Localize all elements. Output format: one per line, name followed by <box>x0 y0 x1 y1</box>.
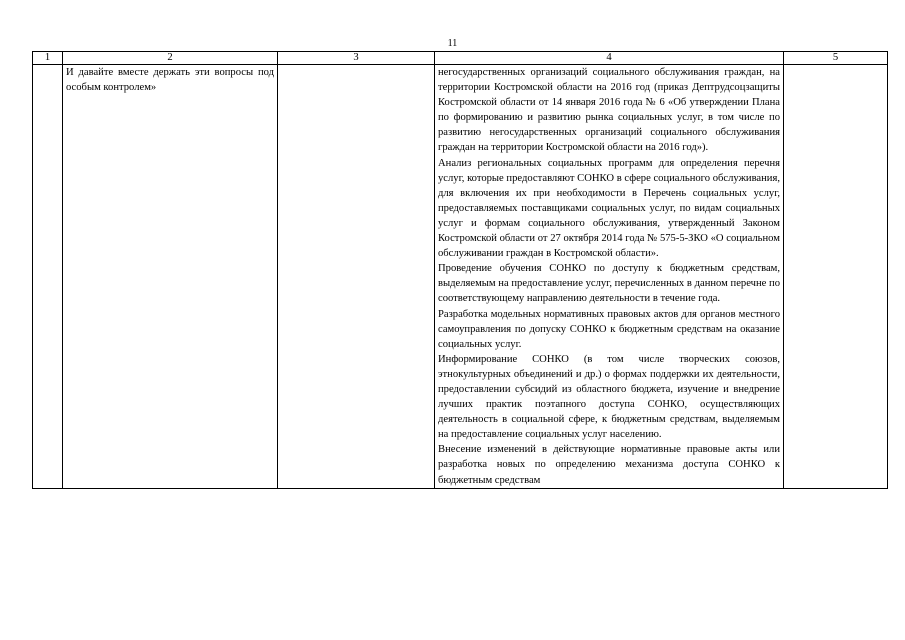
paragraph: Анализ региональных социальных программ для определения перечня услуг, которые предоставляют СОНКО в сфере социального обслуживания, для включения их при необходимости в Перечень социальных услуг, предоставляемых поставщиками социальных услуг, по видам социальных услуг и формам социального обслуживания, утвержденный Законом Костромской области от 27 октября 2014 года № 575-5-ЗКО «О социальном обслуживании граждан в Костромской области». <box>438 157 780 260</box>
header-col-1: 1 <box>33 52 63 65</box>
page-number: 11 <box>447 38 458 49</box>
cell-col-5 <box>784 65 888 489</box>
table-row <box>33 65 888 489</box>
paragraph: Проведение обучения СОНКО по доступу к бюджетным средствам, выделяемым на предоставление услуг, перечисленных в данном перечне по соответствующему направлению деятельности в течение года. <box>438 263 780 305</box>
cell-col-1 <box>33 65 63 489</box>
header-col-3: 3 <box>278 52 435 65</box>
paragraph: Внесение изменений в действующие нормативные правовые акты или разработка новых по определению механизма доступа СОНКО к бюджетным средствам <box>438 444 780 486</box>
table-header-row <box>33 52 888 65</box>
cell-col-4 <box>435 65 784 489</box>
content-table <box>32 51 888 489</box>
cell-col-3 <box>278 65 435 489</box>
paragraph: негосударственных организаций социального обслуживания граждан, на территории Костромской области на 2016 год (приказ Дептрудсоцзащиты Костромской области от 14 января 2016 года № 6 «Об утверждении Плана по формированию и развитию рынка социальных услуг, в том числе по развитию негосударственных организаций социального обслуживания граждан на территории Костромской области на 2016 год»). <box>438 67 780 154</box>
header-col-2: 2 <box>63 52 278 65</box>
paragraph: Информирование СОНКО (в том числе творческих союзов, этнокультурных объединений и др.) о формах поддержки их деятельности, предоставлении субсидий из областного бюджета, изучение и внедрение лучших практик поэтапного доступа СОНКО, осуществляющих деятельность в социальной сфере, к бюджетным средствам, выделяемым на предоставление социальных услуг населению. <box>438 353 780 441</box>
header-col-5: 5 <box>784 52 888 65</box>
header-col-4: 4 <box>435 52 784 65</box>
paragraph: Разработка модельных нормативных правовых актов для органов местного самоуправления по допуску СОНКО к бюджетным средствам на оказание социальных услуг. <box>438 308 780 350</box>
cell-col-2: И давайте вместе держать эти вопросы под особым контролем» <box>63 65 278 489</box>
